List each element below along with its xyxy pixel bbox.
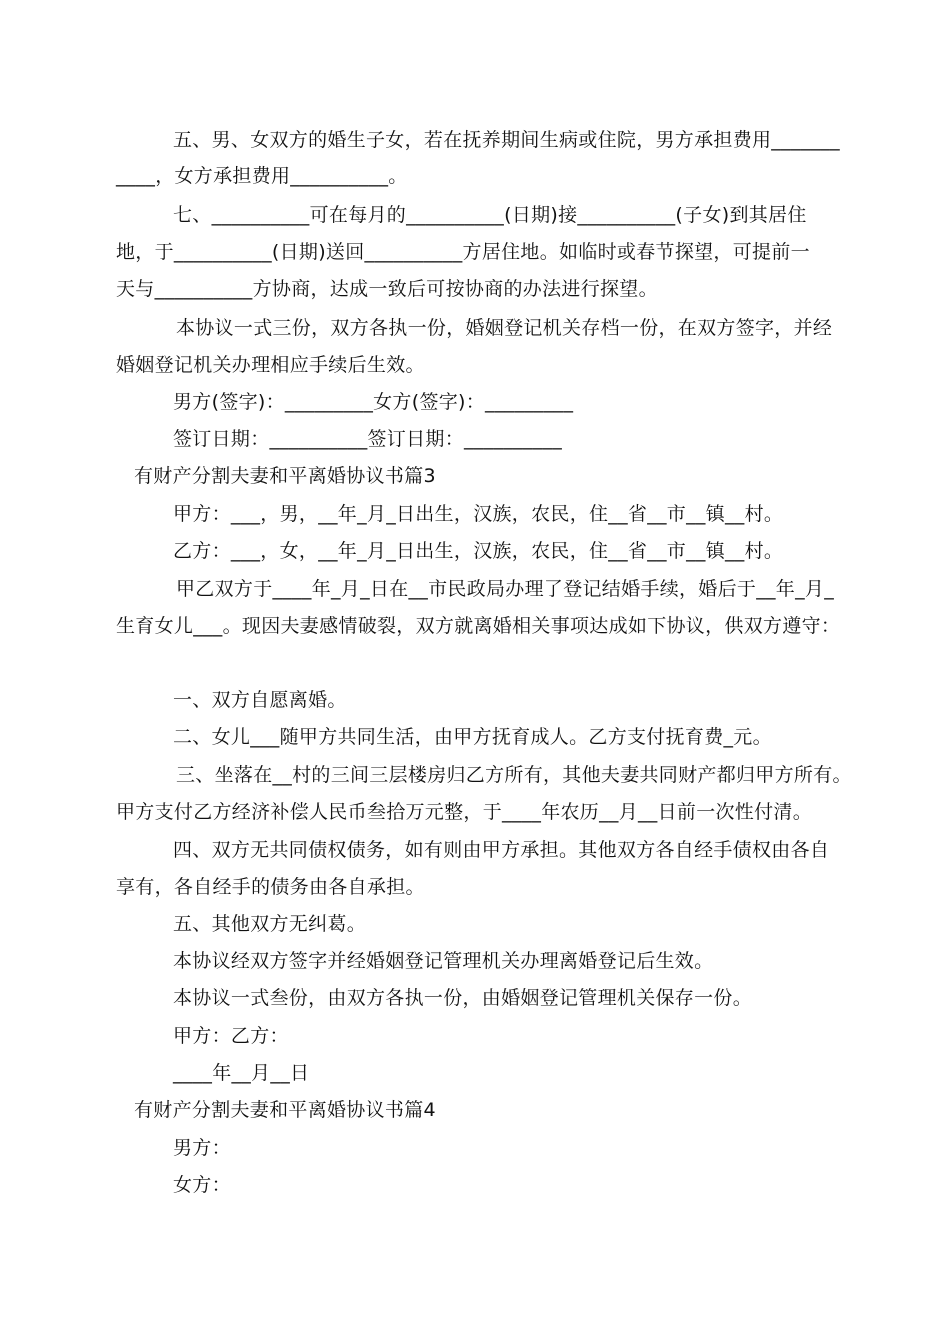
party-a-info: 甲方：___，男，__年_月_日出生，汉族，农民，住__省__市__镇__村。 bbox=[173, 503, 784, 525]
intro-line-1: 甲乙双方于____年_月_日在__市民政局办理了登记结婚手续，婚后于__年_月_ bbox=[176, 578, 835, 600]
article-2: 二、女儿___随甲方共同生活，由甲方抚育成人。乙方支付抚育费_元。 bbox=[173, 726, 772, 748]
effect-clause: 本协议经双方签字并经婚姻登记管理机关办理离婚登记后生效。 bbox=[173, 950, 714, 972]
copies-clause: 本协议一式叁份，由双方各执一份，由婚姻登记管理机关保存一份。 bbox=[173, 987, 753, 1009]
copies-line-1: 本协议一式三份，双方各执一份，婚姻登记机关存档一份，在双方签字，并经 bbox=[176, 317, 833, 339]
female-party-label: 女方： bbox=[173, 1174, 231, 1196]
article-4-line-2: 享有，各自经手的债务由各自承担。 bbox=[116, 876, 425, 898]
signing-date: ____年__月__日 bbox=[173, 1062, 310, 1084]
signature-line: 男方(签字)：_________女方(签字)：_________ bbox=[173, 391, 574, 413]
party-signatures: 甲方：乙方： bbox=[173, 1025, 289, 1047]
clause-5-line-1: 五、男、女双方的婚生子女，若在抚养期间生病或住院，男方承担费用_______ bbox=[173, 129, 840, 151]
article-4-line-1: 四、双方无共同债权债务，如有则由甲方承担。其他双方各自经手债权由各自 bbox=[173, 839, 830, 861]
section-heading-3: 有财产分割夫妻和平离婚协议书篇3 bbox=[134, 465, 436, 487]
copies-line-2: 婚姻登记机关办理相应手续后生效。 bbox=[116, 354, 425, 376]
section-heading-4: 有财产分割夫妻和平离婚协议书篇4 bbox=[134, 1099, 436, 1121]
clause-7-line-3: 天与__________方协商，达成一致后可按协商的办法进行探望。 bbox=[116, 278, 658, 300]
signing-date-line: 签订日期：__________签订日期：__________ bbox=[173, 428, 563, 450]
article-3-line-2: 甲方支付乙方经济补偿人民币叁拾万元整，于____年农历__月__日前一次性付清。 bbox=[116, 801, 813, 823]
party-b-info: 乙方：___，女，__年_月_日出生，汉族，农民，住__省__市__镇__村。 bbox=[173, 540, 784, 562]
article-3-line-1: 三、坐落在__村的三间三层楼房归乙方所有，其他夫妻共同财产都归甲方所有。 bbox=[176, 764, 852, 786]
intro-line-2: 生育女儿___。现因夫妻感情破裂，双方就离婚相关事项达成如下协议，供双方遵守： bbox=[116, 615, 841, 637]
article-5: 五、其他双方无纠葛。 bbox=[173, 913, 367, 935]
clause-5-line-2: ____，女方承担费用__________。 bbox=[116, 165, 408, 187]
article-1: 一、双方自愿离婚。 bbox=[173, 689, 347, 711]
clause-7-line-2: 地，于__________(日期)送回__________方居住地。如临时或春节探望，可提前一 bbox=[116, 241, 810, 263]
male-party-label: 男方： bbox=[173, 1137, 231, 1159]
clause-7-line-1: 七、__________可在每月的__________(日期)接__________(子女)到其居住 bbox=[173, 204, 807, 226]
